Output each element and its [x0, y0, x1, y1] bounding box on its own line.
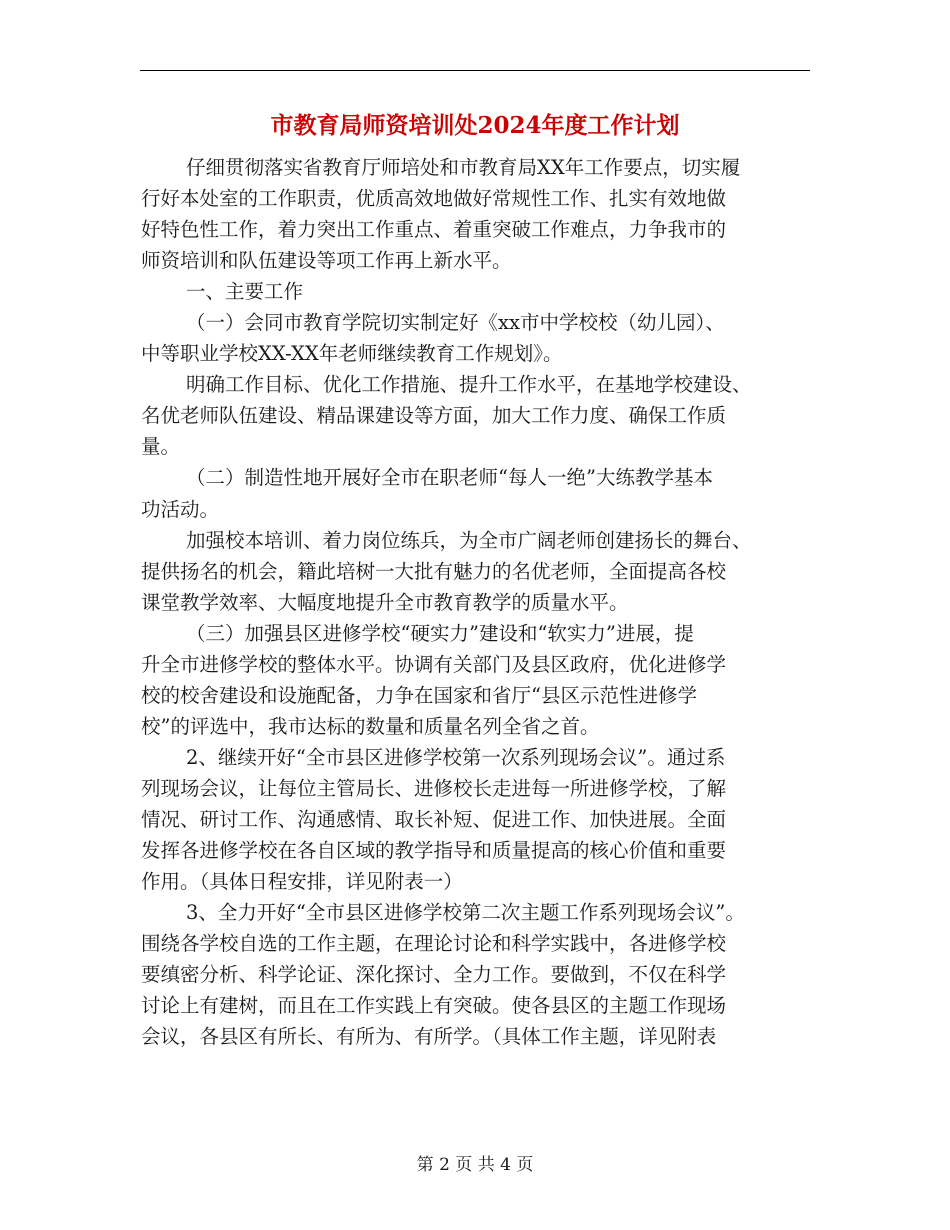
paragraph-line: 明确工作目标、优化工作措施、提升工作水平，在基地学校建设、 [186, 373, 752, 397]
header-rule [140, 70, 810, 71]
paragraph-line: 量。 [141, 435, 181, 459]
paragraph-line: 好特色性工作，着力突出工作重点、着重突破工作难点，力争我市的 [141, 218, 727, 242]
paragraph-line: （三）加强县区进修学校“硬实力”建设和“软实力”进展，提 [186, 621, 694, 645]
paragraph-line: 师资培训和队伍建设等项工作再上新水平。 [141, 249, 512, 273]
paragraph-line: 校”的评选中，我市达标的数量和质量名列全省之首。 [141, 714, 600, 738]
paragraph-line: 功活动。 [141, 497, 220, 521]
paragraph-line: （一）会同市教育学院切实制定好《xx市中学校校（幼儿园）、 [186, 311, 725, 335]
document-title: 市教育局师资培训处2024年度工作计划 [270, 112, 680, 139]
paragraph-line: 名优老师队伍建设、精品课建设等方面，加大工作力度、确保工作质 [141, 404, 727, 428]
paragraph-line: 提供扬名的机会，籍此培树一大批有魅力的名优老师，全面提高各校 [141, 559, 727, 583]
paragraph-line: 课堂教学效率、大幅度地提升全市教育教学的质量水平。 [141, 590, 629, 614]
paragraph-line: 2、继续开好“全市县区进修学校第一次系列现场会议”。通过系 [186, 745, 726, 769]
paragraph-line: 围绕各学校自选的工作主题，在理论讨论和科学实践中，各进修学校 [141, 932, 727, 956]
paragraph-line: 升全市进修学校的整体水平。协调有关部门及县区政府，优化进修学 [141, 652, 727, 676]
paragraph-line: 行好本处室的工作职责，优质高效地做好常规性工作、扎实有效地做 [141, 187, 727, 211]
document-body [141, 152, 811, 1052]
paragraph-line: 讨论上有建树，而且在工作实践上有突破。使各县区的主题工作现场 [141, 994, 727, 1018]
paragraph-line: 中等职业学校XX-XX年老师继续教育工作规划》。 [141, 342, 563, 366]
page-number-footer: 第 2 页 共 4 页 [416, 1155, 534, 1175]
paragraph-line: 发挥各进修学校在各自区域的教学指导和质量提高的核心价值和重要 [141, 839, 727, 863]
paragraph-line: 仔细贯彻落实省教育厅师培处和市教育局XX年工作要点，切实履 [186, 156, 741, 179]
paragraph-line: 3、全力开好“全市县区进修学校第二次主题工作系列现场会议”。 [186, 901, 745, 925]
paragraph-line: 列现场会议，让每位主管局长、进修校长走进每一所进修学校，了解 [141, 776, 727, 800]
section-heading: 一、主要工作 [186, 280, 304, 304]
paragraph-line: 加强校本培训、着力岗位练兵，为全市广阔老师创建扬长的舞台、 [186, 528, 752, 552]
paragraph-line: 会议，各县区有所长、有所为、有所学。（具体工作主题，详见附表 [141, 1025, 717, 1049]
paragraph-line: 情况、研讨工作、沟通感情、取长补短、促进工作、加快进展。全面 [141, 807, 727, 831]
paragraph-line: 作用。（具体日程安排，详见附表一） [141, 870, 463, 894]
paragraph-line: （二）制造性地开展好全市在职老师“每人一绝”大练教学基本 [186, 466, 713, 490]
paragraph-line: 要缜密分析、科学论证、深化探讨、全力工作。要做到，不仅在科学 [141, 963, 727, 987]
paragraph-line: 校的校舍建设和设施配备，力争在国家和省厅“县区示范性进修学 [141, 683, 697, 707]
